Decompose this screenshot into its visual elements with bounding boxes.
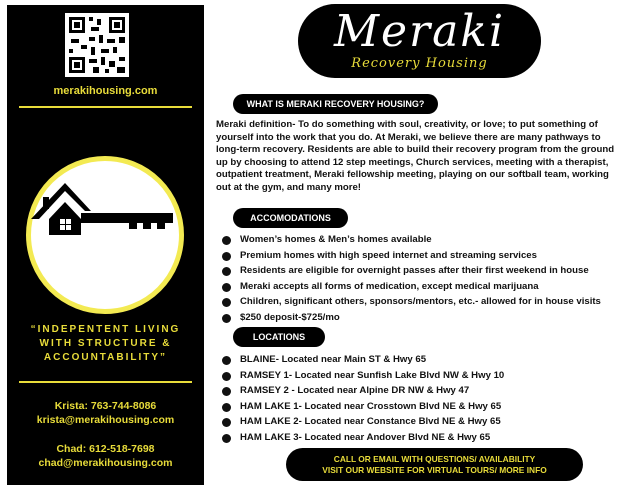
tagline-line-1: “INDEPENTENT LIVING: [30, 324, 181, 335]
about-heading: WHAT IS MERAKI RECOVERY HOUSING?: [233, 94, 438, 114]
bullet-icon: [222, 372, 231, 381]
accommodations-list: [222, 232, 601, 326]
contact-chad-email[interactable]: chad@merakihousing.com: [38, 457, 173, 469]
list-item: Meraki accepts all forms of medication, except medical marijuana: [222, 279, 601, 295]
tagline: [7, 323, 204, 365]
list-item: $250 deposit-$725/mo: [222, 310, 601, 326]
locations-heading: LOCATIONS: [233, 327, 325, 347]
website-link[interactable]: merakihousing.com: [53, 85, 158, 97]
list-item: Women’s homes & Men’s homes available: [222, 232, 601, 248]
list-item: RAMSEY 2 - Located near Alpine DR NW & Hwy 47: [222, 383, 504, 399]
bullet-icon: [222, 252, 231, 261]
cta-line-2: VISIT OUR WEBSITE FOR VIRTUAL TOURS/ MORE INFO: [322, 465, 547, 475]
bullet-icon: [222, 387, 231, 396]
left-panel: [7, 5, 204, 485]
bullet-icon: [222, 236, 231, 245]
meraki-logo: [298, 4, 541, 78]
bullet-icon: [222, 403, 231, 412]
list-item: Residents are eligible for overnight passes after their first weekend in house: [222, 263, 601, 279]
bullet-icon: [222, 283, 231, 292]
list-item: HAM LAKE 1- Located near Crosstown Blvd NE & Hwy 65: [222, 399, 504, 415]
contact-krista: [7, 399, 204, 427]
bullet-icon: [222, 267, 231, 276]
cta-line-1: CALL OR EMAIL WITH QUESTIONS/ AVAILABILITY: [333, 454, 536, 464]
list-item: RAMSEY 1- Located near Sunfish Lake Blvd NW & Hwy 10: [222, 368, 504, 384]
call-to-action[interactable]: [286, 448, 583, 481]
contact-chad-phone[interactable]: Chad: 612-518-7698: [56, 443, 155, 455]
contact-krista-phone[interactable]: Krista: 763-744-8086: [54, 400, 157, 412]
tagline-line-3: ACCOUNTABILITY”: [43, 352, 168, 363]
divider-bottom: [19, 381, 192, 383]
logo-name: Meraki: [333, 6, 506, 57]
locations-list: [222, 352, 504, 446]
tagline-line-2: WITH STRUCTURE &: [39, 338, 172, 349]
bullet-icon: [222, 434, 231, 443]
list-item: Premium homes with high speed internet and streaming services: [222, 248, 601, 264]
about-text: Meraki definition- To do something with soul, creativity, or love; to put something of yourself into the work that you do. At Meraki, we believe there are many pathways to long-term recovery. Residents are able to build their recovery program from the ground up by choosing to attend 12 step meetings, Church services, meeting with a therapist, outpatient treatment, Meraki fellowship meeting, playing on our softball team, working out at the gym, and many more!: [216, 119, 615, 193]
house-key-icon: [29, 177, 179, 247]
list-item: HAM LAKE 3- Located near Andover Blvd NE & Hwy 65: [222, 430, 504, 446]
bullet-icon: [222, 314, 231, 323]
contact-chad: [7, 442, 204, 470]
qr-code[interactable]: [65, 13, 129, 77]
bullet-icon: [222, 418, 231, 427]
bullet-icon: [222, 298, 231, 307]
list-item: Children, significant others, sponsors/mentors, etc.- allowed for in house visits: [222, 294, 601, 310]
logo-subtitle: Recovery Housing: [351, 56, 488, 71]
list-item: BLAINE- Located near Main ST & Hwy 65: [222, 352, 504, 368]
accommodations-heading: ACCOMODATIONS: [233, 208, 348, 228]
list-item: HAM LAKE 2- Located near Constance Blvd NE & Hwy 65: [222, 414, 504, 430]
contact-krista-email[interactable]: krista@merakihousing.com: [36, 414, 175, 426]
divider-top: [19, 106, 192, 108]
bullet-icon: [222, 356, 231, 365]
